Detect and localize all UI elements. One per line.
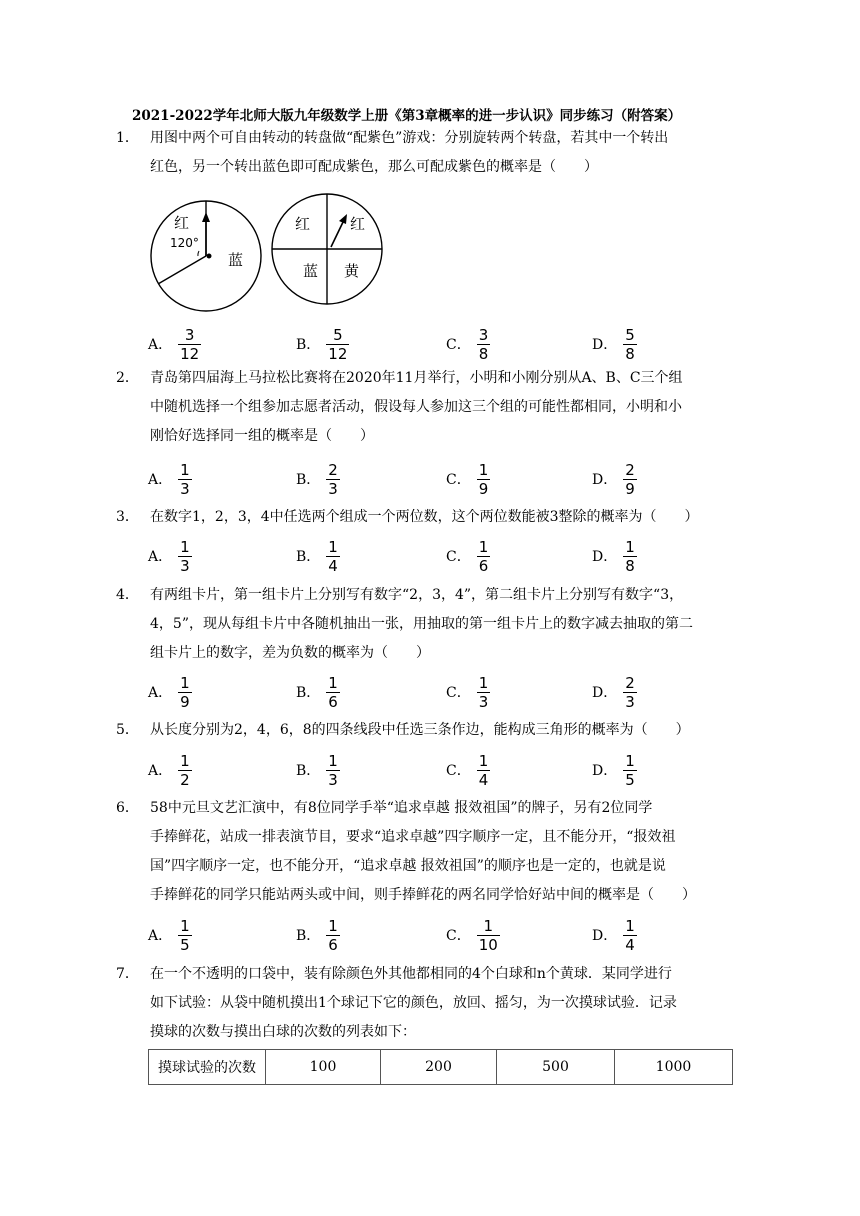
fraction: $\frac{1}{2}$ bbox=[180, 751, 190, 789]
question-number: 4． bbox=[116, 587, 139, 603]
question-text-line: 组卡片上的数字，差为负数的概率为（ ） bbox=[150, 645, 430, 661]
fraction: $\frac{1}{10}$ bbox=[478, 916, 498, 954]
question-text-line: 有两组卡片，第一组卡片上分别写有数字“2，3，4”，第二组卡片上分别写有数字“3， bbox=[150, 587, 684, 603]
question-2 bbox=[116, 364, 736, 451]
option-d[interactable]: D． $\frac{2}{9}$ bbox=[592, 460, 635, 498]
question-text-line: 刚恰好选择同一组的概率是（ ） bbox=[150, 428, 374, 444]
fraction: $\frac{2}{9}$ bbox=[625, 460, 635, 498]
options-q2 bbox=[148, 458, 748, 500]
option-b[interactable]: B． $\frac{1}{6}$ bbox=[296, 916, 338, 954]
right-red-label-1: 红 bbox=[295, 215, 311, 233]
option-c[interactable]: C． $\frac{1}{3}$ bbox=[446, 673, 489, 711]
fraction: $\frac{5}{12}$ bbox=[328, 325, 348, 363]
option-d[interactable]: D． $\frac{1}{8}$ bbox=[592, 537, 635, 575]
fraction: $\frac{1}{4}$ bbox=[328, 537, 338, 575]
question-3 bbox=[116, 503, 736, 532]
options-q1 bbox=[148, 323, 748, 365]
fraction: $\frac{1}{9}$ bbox=[478, 460, 489, 498]
question-text-line: 用图中两个可自由转动的转盘做“配紫色”游戏：分别旋转两个转盘，若其中一个转出 bbox=[150, 130, 669, 146]
fraction: $\frac{1}{6}$ bbox=[478, 537, 489, 575]
question-text-line: 红色，另一个转出蓝色即可配成紫色，那么可配成紫色的概率是（ ） bbox=[150, 159, 598, 175]
fraction: $\frac{1}{6}$ bbox=[328, 673, 338, 711]
question-text-line: 国”四字顺序一定，也不能分开，“追求卓越 报效祖国”的顺序也是一定的，也就是说 bbox=[150, 858, 666, 874]
question-number: 6． bbox=[116, 800, 139, 816]
question-text-line: 手捧鲜花，站成一排表演节目，要求“追求卓越”四字顺序一定，且不能分开，“报效祖 bbox=[150, 829, 676, 845]
option-c[interactable]: C． $\frac{1}{10}$ bbox=[446, 916, 498, 954]
option-a[interactable]: A． $\frac{1}{9}$ bbox=[148, 673, 190, 711]
question-text-line: 在数字1，2，3，4中任选两个组成一个两位数，这个两位数能被3整除的概率为（ ） bbox=[150, 509, 699, 525]
fraction: $\frac{1}{3}$ bbox=[478, 673, 489, 711]
table-row bbox=[149, 1050, 733, 1085]
options-q4 bbox=[148, 671, 748, 713]
fraction: $\frac{1}{9}$ bbox=[180, 673, 190, 711]
options-q5 bbox=[148, 749, 748, 791]
fraction: $\frac{3}{12}$ bbox=[180, 325, 200, 363]
option-d[interactable]: D． $\frac{1}{5}$ bbox=[592, 751, 635, 789]
fraction: $\frac{1}{6}$ bbox=[328, 916, 338, 954]
question-text-line: 4，5”，现从每组卡片中各随机抽出一张，用抽取的第一组卡片上的数字减去抽取的第二 bbox=[150, 616, 693, 632]
fraction: $\frac{1}{3}$ bbox=[180, 460, 190, 498]
fraction: $\frac{1}{3}$ bbox=[180, 537, 190, 575]
question-text-line: 摸球的次数与摸出白球的次数的列表如下： bbox=[150, 1024, 416, 1040]
question-1 bbox=[116, 124, 736, 182]
option-a[interactable]: A． $\frac{3}{12}$ bbox=[148, 325, 200, 363]
fraction: $\frac{2}{3}$ bbox=[625, 673, 635, 711]
fraction: $\frac{1}{8}$ bbox=[625, 537, 635, 575]
table-cell: 1000 bbox=[615, 1050, 733, 1085]
fraction: $\frac{3}{8}$ bbox=[478, 325, 489, 363]
table-header-cell: 摸球试验的次数 bbox=[149, 1050, 266, 1085]
right-red-label-2: 红 bbox=[350, 215, 366, 233]
option-d[interactable]: D． $\frac{1}{4}$ bbox=[592, 916, 635, 954]
question-text-line: 如下试验：从袋中随机摸出1个球记下它的颜色，放回、摇匀，为一次摸球试验．记录 bbox=[150, 995, 677, 1011]
question-number: 1． bbox=[116, 130, 139, 146]
option-c[interactable]: C． $\frac{1}{9}$ bbox=[446, 460, 489, 498]
table-cell: 100 bbox=[266, 1050, 381, 1085]
option-c[interactable]: C． $\frac{1}{4}$ bbox=[446, 751, 489, 789]
question-6 bbox=[116, 794, 736, 910]
option-c[interactable]: C． $\frac{1}{6}$ bbox=[446, 537, 489, 575]
question-text-line: 从长度分别为2，4，6，8的四条线段中任选三条作边，能构成三角形的概率为（ ） bbox=[150, 722, 690, 738]
option-a[interactable]: A． $\frac{1}{5}$ bbox=[148, 916, 190, 954]
question-5 bbox=[116, 716, 736, 745]
table-cell: 500 bbox=[497, 1050, 615, 1085]
right-yellow-label: 黄 bbox=[344, 262, 360, 280]
question-number: 3． bbox=[116, 509, 139, 525]
question-number: 2． bbox=[116, 370, 139, 386]
option-c[interactable]: C． $\frac{3}{8}$ bbox=[446, 325, 489, 363]
fraction: $\frac{1}{5}$ bbox=[180, 916, 190, 954]
left-blue-label: 蓝 bbox=[228, 251, 244, 269]
options-q3 bbox=[148, 535, 748, 577]
left-spinner bbox=[151, 201, 261, 311]
fraction: $\frac{1}{3}$ bbox=[328, 751, 338, 789]
left-red-label: 红 bbox=[174, 214, 190, 232]
fraction: $\frac{1}{4}$ bbox=[478, 751, 489, 789]
option-d[interactable]: D． $\frac{2}{3}$ bbox=[592, 673, 635, 711]
spinner-diagram bbox=[148, 192, 388, 317]
option-b[interactable]: B． $\frac{5}{12}$ bbox=[296, 325, 348, 363]
question-text-line: 手捧鲜花的同学只能站两头或中间，则手捧鲜花的两名同学恰好站中间的概率是（ ） bbox=[150, 887, 696, 903]
option-b[interactable]: B． $\frac{1}{6}$ bbox=[296, 673, 338, 711]
question-text-line: 中随机选择一个组参加志愿者活动，假设每人参加这三个组的可能性都相同，小明和小 bbox=[150, 399, 682, 415]
question-text-line: 青岛第四届海上马拉松比赛将在2020年11月举行，小明和小刚分别从A、B、C三个组 bbox=[150, 370, 683, 386]
option-b[interactable]: B． $\frac{2}{3}$ bbox=[296, 460, 338, 498]
options-q6 bbox=[148, 914, 748, 956]
table-cell: 200 bbox=[381, 1050, 497, 1085]
fraction: $\frac{1}{4}$ bbox=[625, 916, 635, 954]
right-blue-label: 蓝 bbox=[303, 262, 319, 280]
question-4 bbox=[116, 581, 736, 668]
question-text-line: 58中元旦文艺汇演中，有8位同学手举“追求卓越 报效祖国”的牌子，另有2位同学 bbox=[150, 800, 653, 816]
option-d[interactable]: D． $\frac{5}{8}$ bbox=[592, 325, 635, 363]
fraction: $\frac{2}{3}$ bbox=[328, 460, 338, 498]
trial-table bbox=[148, 1049, 733, 1085]
question-number: 7． bbox=[116, 966, 139, 982]
right-spinner bbox=[272, 194, 382, 304]
option-b[interactable]: B． $\frac{1}{4}$ bbox=[296, 537, 338, 575]
question-text-line: 在一个不透明的口袋中，装有除颜色外其他都相同的4个白球和n个黄球．某同学进行 bbox=[150, 966, 672, 982]
fraction: $\frac{5}{8}$ bbox=[625, 325, 635, 363]
option-b[interactable]: B． $\frac{1}{3}$ bbox=[296, 751, 338, 789]
angle-label: 120° bbox=[170, 236, 199, 250]
question-number: 5． bbox=[116, 722, 139, 738]
option-a[interactable]: A． $\frac{1}{2}$ bbox=[148, 751, 190, 789]
option-a[interactable]: A． $\frac{1}{3}$ bbox=[148, 460, 190, 498]
option-a[interactable]: A． $\frac{1}{3}$ bbox=[148, 537, 190, 575]
question-7 bbox=[116, 960, 736, 1047]
fraction: $\frac{1}{5}$ bbox=[625, 751, 635, 789]
page-title: 2021-2022学年北师大版九年级数学上册《第3章概率的进一步认识》同步练习（附答案） bbox=[132, 108, 682, 124]
